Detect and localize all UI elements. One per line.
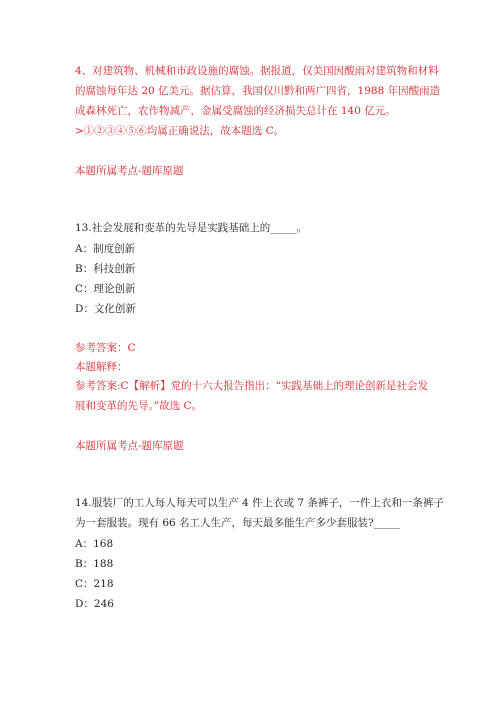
explanation-line: 参考答案:C【解析】党的十六大报告指出：“实践基础上的理论创新是社会发 (75, 380, 428, 392)
source-label: 本题所属考点-题库原题 (75, 440, 184, 452)
question-14-stem: 14.服装厂的工人每人每天可以生产 4 件上衣或 7 条裤子，一件上衣和一条裤子 (75, 497, 444, 509)
option-d: D：文化创新 (75, 303, 136, 315)
explanation-line: 4、对建筑物、机械和市政设施的腐蚀。据报道，仅美国因酸雨对建筑物和材料 (75, 65, 439, 77)
option-b: B：188 (75, 558, 114, 570)
option-a: A：168 (75, 538, 114, 550)
option-c: C：理论创新 (75, 283, 136, 295)
reference-answer: 参考答案：C (75, 342, 136, 354)
explanation-title: 本题解释： (75, 361, 128, 373)
source-label: 本题所属考点-题库原题 (75, 165, 184, 177)
option-d: D：246 (75, 598, 114, 610)
option-b: B：科技创新 (75, 263, 136, 275)
question-14-stem: 为一套服装。现有 66 名工人生产，每天最多能生产多少套服装?_____ (75, 517, 400, 529)
question-13-stem: 13.社会发展和变革的先导是实践基础上的_____。 (75, 222, 307, 234)
explanation-line: 的腐蚀每年达 20 亿美元。据估算，我国仅川黔和两广四省，1988 年因酸雨造 (75, 85, 441, 97)
option-a: A：制度创新 (75, 243, 136, 255)
explanation-line: 成森林死亡，农作物减产，金属受腐蚀的经济损失总计在 140 亿元。 (75, 105, 396, 117)
explanation-line: 展和变革的先导。”故选 C。 (75, 400, 202, 412)
explanation-line: >①②③④⑤⑥均属正确说法，故本题选 C。 (75, 125, 285, 137)
option-c: C：218 (75, 578, 114, 590)
